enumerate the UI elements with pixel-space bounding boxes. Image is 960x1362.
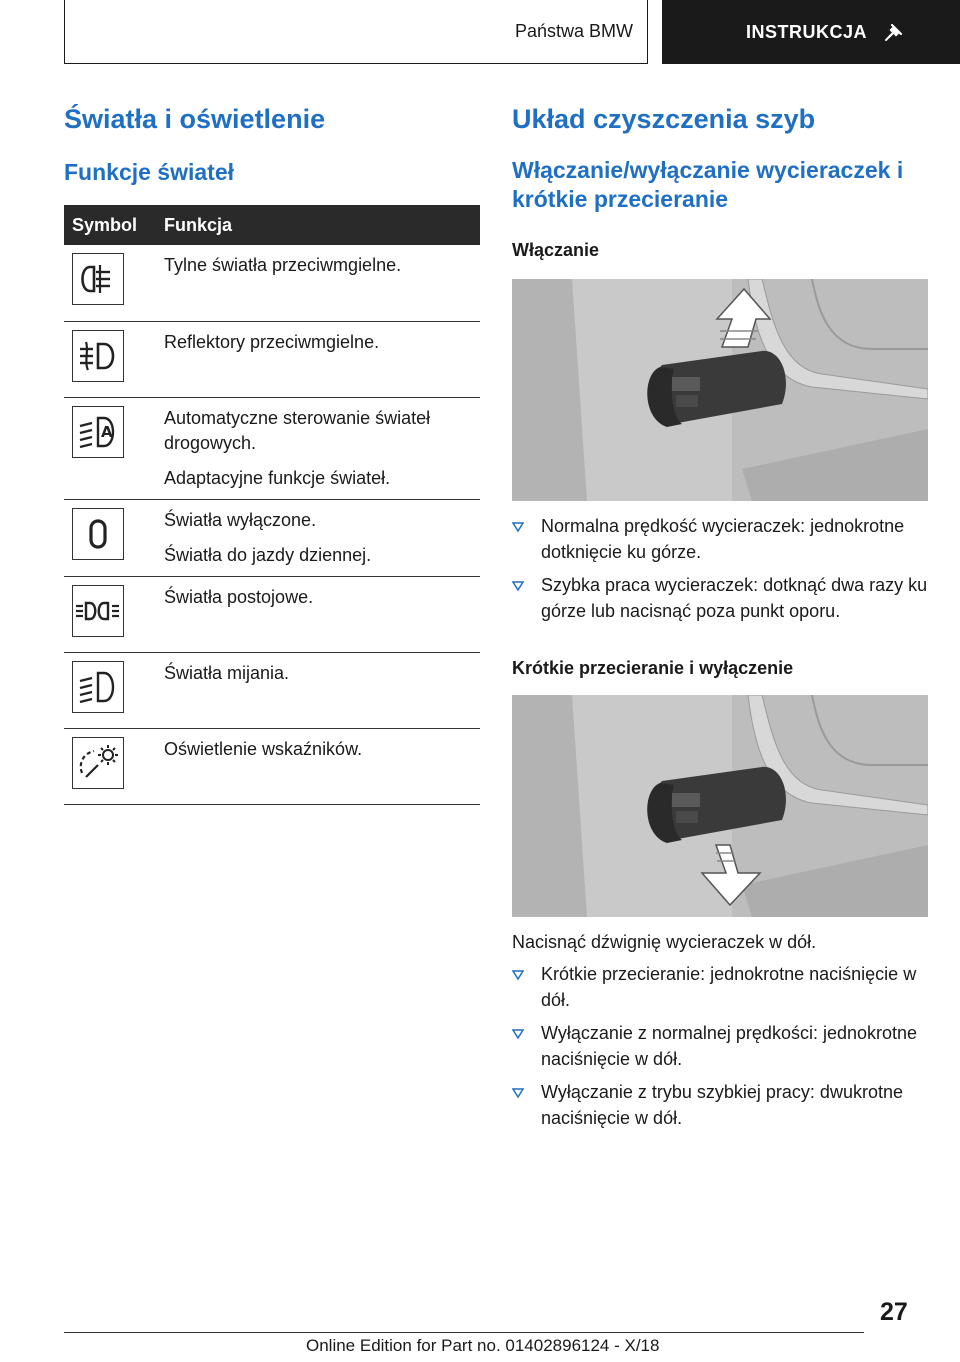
table-row: [64, 653, 480, 729]
list-item: [512, 962, 928, 1013]
list-item: [512, 514, 928, 565]
function-text: Światła do jazdy dziennej.: [164, 545, 372, 566]
column-header-function: Funkcja: [156, 205, 480, 245]
column-header-symbol: Symbol: [64, 205, 156, 245]
wiper-on-list: [512, 514, 928, 632]
tab-label: Państwa BMW: [514, 21, 633, 41]
function-text: Światła wyłączone.: [164, 510, 317, 531]
section-title: Światła i oświetlenie: [64, 104, 326, 134]
list-item-text: Normalna prędkość wycieraczek: jednokrotne dotknięcie ku górze.: [541, 516, 905, 562]
wiper-lever-down-image: [512, 695, 928, 917]
list-item-text: Krótkie przecieranie: jednokrotne naciśnięcie w dół.: [541, 964, 917, 1010]
bullet-triangle-icon: [512, 1028, 524, 1040]
table-row: [64, 321, 480, 397]
table-header-row: [64, 205, 480, 245]
section-subtitle: Funkcje świateł: [64, 159, 235, 185]
section-subtitle: Włączanie/wyłączanie wycieraczek i krótkie przecieranie: [512, 157, 904, 213]
pin-icon: [883, 21, 905, 43]
list-item: [512, 1021, 928, 1072]
table-row: [64, 577, 480, 653]
list-item-text: Szybka praca wycieraczek: dotknąć dwa razy ku górze lub nacisnąć poza punkt oporu.: [541, 575, 928, 621]
function-text: Światła postojowe.: [164, 587, 314, 608]
low-beam-icon: [72, 661, 124, 713]
bullet-triangle-icon: [512, 521, 524, 533]
bullet-triangle-icon: [512, 969, 524, 981]
table-row: [64, 500, 480, 577]
tab-label: INSTRUKCJA: [746, 21, 868, 42]
list-item-text: Wyłączanie z normalnej prędkości: jednokrotne naciśnięcie w dół.: [541, 1023, 918, 1069]
bullet-triangle-icon: [512, 580, 524, 592]
tab-panstwa-bmw[interactable]: [64, 0, 648, 64]
parking-light-icon: [72, 585, 124, 637]
table-row: [64, 729, 480, 805]
function-text: Światła mijania.: [164, 663, 290, 684]
instruction-text: Nacisnąć dźwignię wycieraczek w dół.: [512, 932, 817, 952]
tab-instrukcja[interactable]: [662, 0, 960, 64]
footer-edition: Online Edition for Part no. 01402896124 - X/18: [306, 1336, 660, 1355]
section-title: Układ czyszczenia szyb: [512, 104, 816, 134]
rear-fog-light-icon: [72, 253, 124, 305]
auto-headlight-icon: [72, 406, 124, 458]
function-text: Tylne światła przeciwmgielne.: [164, 255, 402, 275]
table-row: [64, 397, 480, 500]
list-item: [512, 1080, 928, 1131]
wiper-off-list: [512, 962, 928, 1139]
function-text: Automatyczne sterowanie świateł drogowych.: [164, 407, 431, 453]
list-item-text: Wyłączanie z trybu szybkiej pracy: dwukrotne naciśnięcie w dół.: [541, 1082, 903, 1128]
footer-divider: [64, 1332, 864, 1333]
function-text: Oświetlenie wskaźników.: [164, 739, 363, 760]
bullet-triangle-icon: [512, 1087, 524, 1099]
list-item: [512, 573, 928, 624]
subsection-heading: Włączanie: [512, 240, 600, 260]
instrument-lighting-icon: [72, 737, 124, 789]
table-row: [64, 245, 480, 321]
function-text: Adaptacyjne funkcje świateł.: [164, 467, 391, 488]
function-text: Reflektory przeciwmgielne.: [164, 331, 380, 352]
svg-text:A: A: [101, 422, 113, 441]
subsection-heading: Krótkie przecieranie i wyłączenie: [512, 658, 794, 678]
front-fog-light-icon: [72, 330, 124, 382]
wiper-lever-up-image: [512, 279, 928, 501]
page-number: 27: [880, 1298, 908, 1326]
lights-off-icon: [72, 508, 124, 560]
light-functions-table: [64, 205, 480, 805]
